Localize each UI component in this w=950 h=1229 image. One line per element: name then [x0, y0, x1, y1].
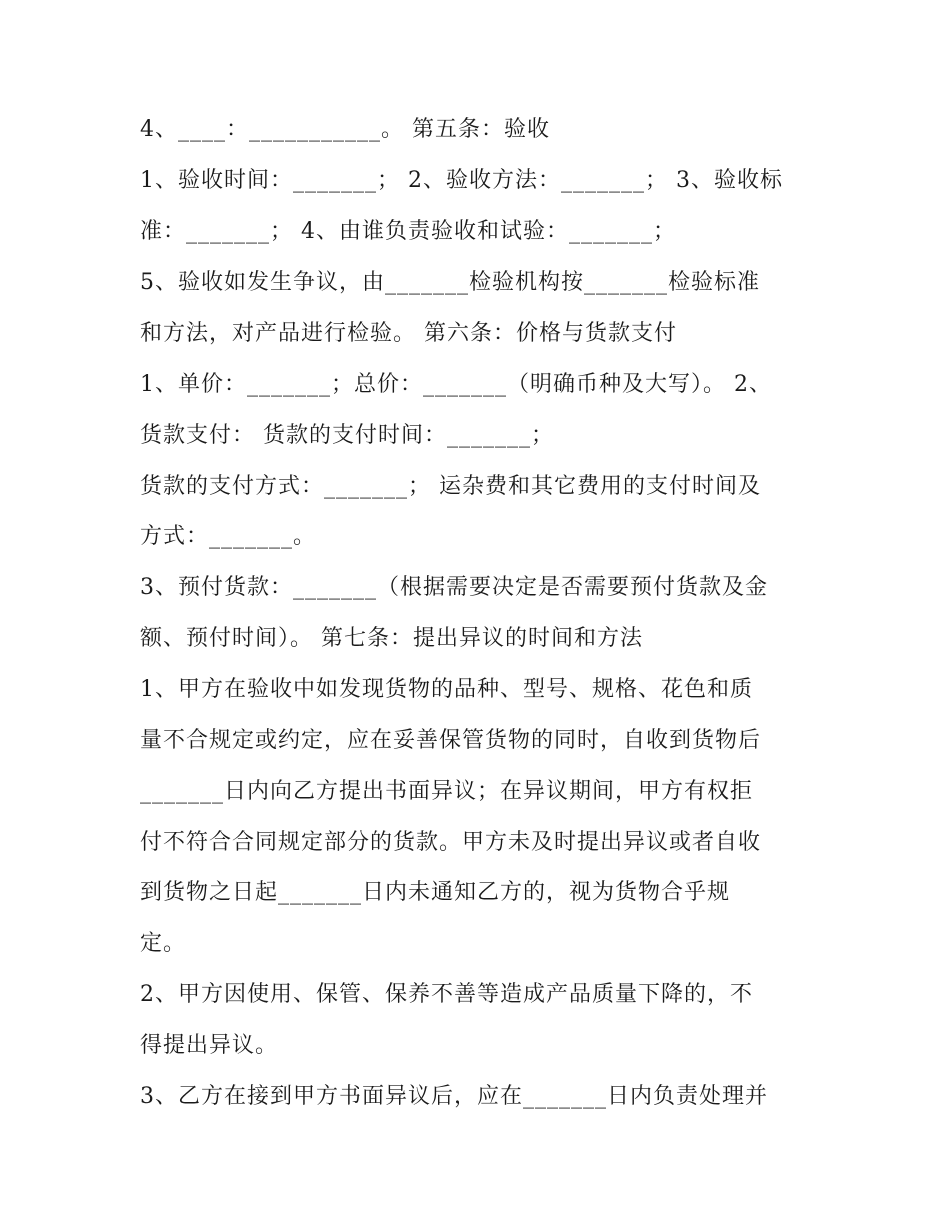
text-line: 货款的支付方式：_______； 运杂费和其它费用的支付时间及 — [140, 474, 761, 499]
text-line: 2、甲方因使用、保管、保养不善等造成产品质量下降的，不 — [140, 982, 753, 1007]
text-line: 准：_______； 4、由谁负责验收和试验：_______； — [140, 219, 676, 244]
text-line: 1、单价：_______；总价：_______（明确币种及大写）。 2、 — [140, 372, 772, 397]
text-line: 量不合规定或约定，应在妥善保管货物的同时，自收到货物后 — [140, 728, 762, 753]
text-line: 1、甲方在验收中如发现货物的品种、型号、规格、花色和质 — [140, 677, 753, 702]
text-line: 1、验收时间：_______； 2、验收方法：_______； 3、验收标 — [140, 168, 783, 193]
text-line: 付不符合合同规定部分的货款。甲方未及时提出异议或者自收 — [140, 830, 762, 855]
text-line: _______日内向乙方提出书面异议；在异议期间，甲方有权拒 — [140, 779, 754, 804]
text-line: 定。 — [140, 931, 187, 956]
text-line: 货款支付： 货款的支付时间：_______； — [140, 423, 554, 448]
text-line: 5、验收如发生争议，由_______检验机构按_______检验标准 — [140, 270, 760, 295]
text-line: 方式：_______。 — [140, 524, 317, 549]
text-line: 和方法，对产品进行检验。 第六条：价格与货款支付 — [140, 321, 677, 346]
text-line: 3、预付货款：_______（根据需要决定是否需要预付货款及金 — [140, 575, 768, 600]
text-line: 到货物之日起_______日内未通知乙方的，视为货物合乎规 — [140, 880, 731, 905]
text-line: 额、预付时间）。 第七条：提出异议的时间和方法 — [140, 626, 643, 651]
text-line: 4、____：___________。 第五条：验收 — [140, 117, 550, 142]
text-line: 3、乙方在接到甲方书面异议后，应在_______日内负责处理并 — [140, 1084, 768, 1109]
text-line: 得提出异议。 — [140, 1033, 279, 1058]
